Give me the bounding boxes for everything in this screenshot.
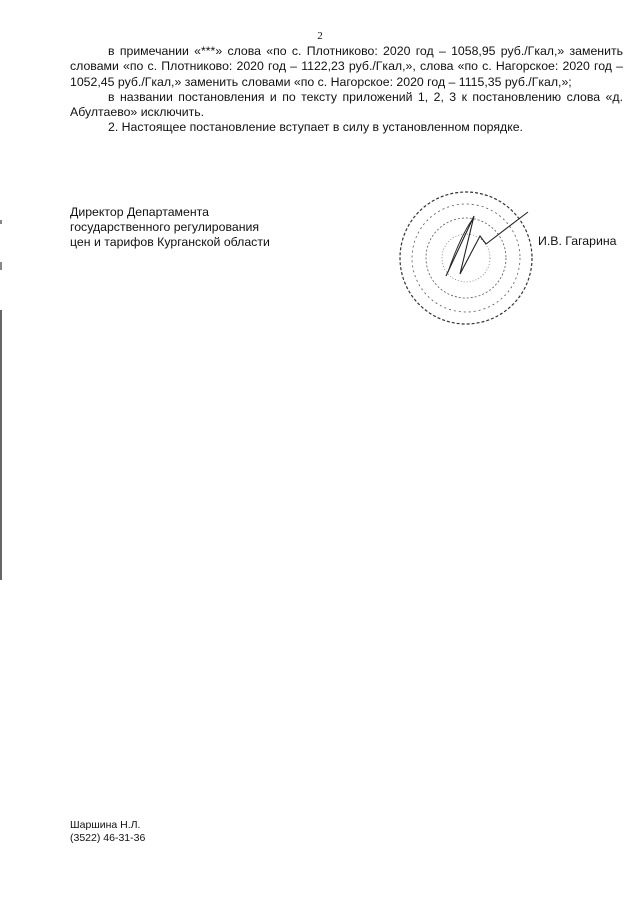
official-seal-icon [396, 188, 536, 328]
executor-phone: (3522) 46-31-36 [70, 831, 146, 844]
paragraph-note-change: в примечании «***» слова «по с. Плотниково: 2020 год – 1058,95 руб./Гкал,» заменить словами «по с. Плотниково: 2020 год – 1122,23 руб./Гкал,», слова «по с. Нагорское: 2020 год – 1052,45 руб./Гкал,» заменить словами «по с. Нагорское: 2020 год – 1115,35 руб./Гкал,»; [70, 44, 623, 89]
position-line: государственного регулирования [70, 220, 260, 234]
scan-edge-mark [0, 262, 2, 270]
position-line: Директор Департамента [70, 205, 209, 219]
scan-edge-mark [0, 220, 2, 224]
paragraph-title-change: в названии постановления и по тексту приложений 1, 2, 3 к постановлению слова «д. Абултаево» исключить. [70, 89, 623, 120]
signatory-position [70, 205, 270, 250]
page-number: 2 [317, 30, 323, 42]
paragraph-effective: 2. Настоящее постановление вступает в силу в установленном порядке. [108, 120, 523, 135]
document-body [70, 44, 623, 136]
executor-name: Шаршина Н.Л. [70, 819, 141, 831]
executor-info [70, 819, 145, 844]
signatory-name: И.В. Гагарина [538, 234, 617, 248]
scan-edge-mark [0, 310, 2, 580]
position-line: цен и тарифов Курганской области [70, 235, 270, 249]
